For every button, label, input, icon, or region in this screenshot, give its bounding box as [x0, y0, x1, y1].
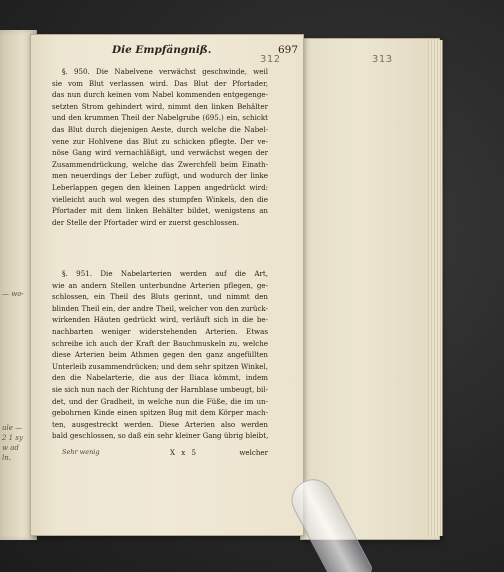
margin-note: — wo-: [2, 290, 24, 298]
signature-mark: X x 5: [170, 448, 199, 457]
text-line: schlossen, ein Theil des Bluts gerinnt, und nimmt den: [52, 292, 268, 302]
text-line: das nun durch keinen vom Nabel kommenden entgegenge-: [52, 90, 268, 100]
text-line: bald geschlossen, so daß ein sehr kleiner Gang übrig bleibt,: [52, 431, 268, 441]
text-line: men neuerdings der Leber zufügt, und wodurch der linke: [52, 171, 268, 181]
handwritten-note: Sehr wenig: [62, 448, 100, 456]
text-line: wie an andern Stellen unterbundne Arterien pflegen, ge-: [52, 280, 268, 290]
text-line: sie vom Blut verlassen wird. Das Blut der Pfortader,: [52, 78, 268, 88]
page-number: 697: [277, 44, 298, 56]
running-title: Die Empfängniß.: [112, 44, 212, 56]
pencil-folio-left: 312: [260, 54, 281, 65]
next-page: [300, 38, 440, 540]
text-line: diese Arterien beim Athmen gegen den ganz angefüllten: [52, 350, 268, 360]
margin-note: 2 1 sy: [2, 434, 23, 442]
margin-note: ule —: [2, 424, 23, 432]
catchword: welcher: [239, 448, 268, 457]
text-line: den die Nabelarterie, die aus der Iliaca kömmt, indem: [52, 373, 268, 383]
margin-note: ln.: [2, 454, 11, 462]
text-line: vielleicht auch wol wegen des stumpfen Winkels, den die: [52, 194, 268, 204]
text-line: Unterleib zusammendrücken; und dem sehr spitzen Winkel,: [52, 361, 268, 371]
text-line: vene zur Hohlvene das Blut zu schicken pflegte. Der ve-: [52, 136, 268, 146]
text-line: der Stelle der Pfortader wird er zuerst geschlossen.: [52, 217, 239, 227]
text-line: wirkenden Häuten gedrückt wird, verläuft sich in die be-: [52, 315, 268, 325]
text-line: sie sich nun nach der Richtung der Harnblase umbeugt, bil-: [52, 384, 268, 394]
page-stack-edge: [428, 40, 443, 536]
text-line: das Blut durch diejenigen Aeste, durch welche die Nabel-: [52, 124, 268, 134]
paragraph-951: [52, 268, 268, 442]
text-line: und den krummen Theil der Nabelgrube (695.) ein, schickt: [52, 113, 268, 123]
page-footer: [52, 448, 268, 460]
margin-note: w ad: [2, 444, 19, 452]
paragraph-950: [52, 66, 268, 228]
text-line: nachbarten weniger widerstehenden Arterien. Etwas: [52, 326, 268, 336]
text-line: ten, ausgestreckt werden. Diese Arterien also werden: [52, 419, 268, 429]
text-line: §. 950. Die Nabelvene verwächst geschwinde, weil: [62, 67, 268, 76]
text-line: det, und der Gradheit, in welche nun die Füße, die im un-: [52, 396, 268, 406]
text-line: Zusammendrückung, welche das Zwerchfell beim Einath-: [52, 159, 268, 169]
text-line: Pfortader mit dem linken Behälter bildet, wenigstens an: [52, 206, 268, 216]
text-line: blinden Theil ein, der andre Theil, welcher von den zurück-: [52, 303, 268, 313]
running-header: [86, 44, 298, 58]
pencil-folio-right: 313: [372, 54, 393, 65]
text-line: schreibe ich auch der Kraft der Bauchmuskeln zu, welche: [52, 338, 268, 348]
text-line: §. 951. Die Nabelarterien werden auf die Art,: [62, 269, 268, 278]
text-line: setzten Strom gehindert wird, nimmt den linken Behälter: [52, 101, 268, 111]
text-line: gebohrnen Kinde einen spitzen Bug mit dem Körper mach-: [52, 408, 268, 418]
text-line: Leberlappen gegen den kleinen Lappen angedrückt wird:: [52, 182, 268, 192]
text-line: nöse Gang wird vernachläßigt, und verwächst wegen der: [52, 148, 268, 158]
